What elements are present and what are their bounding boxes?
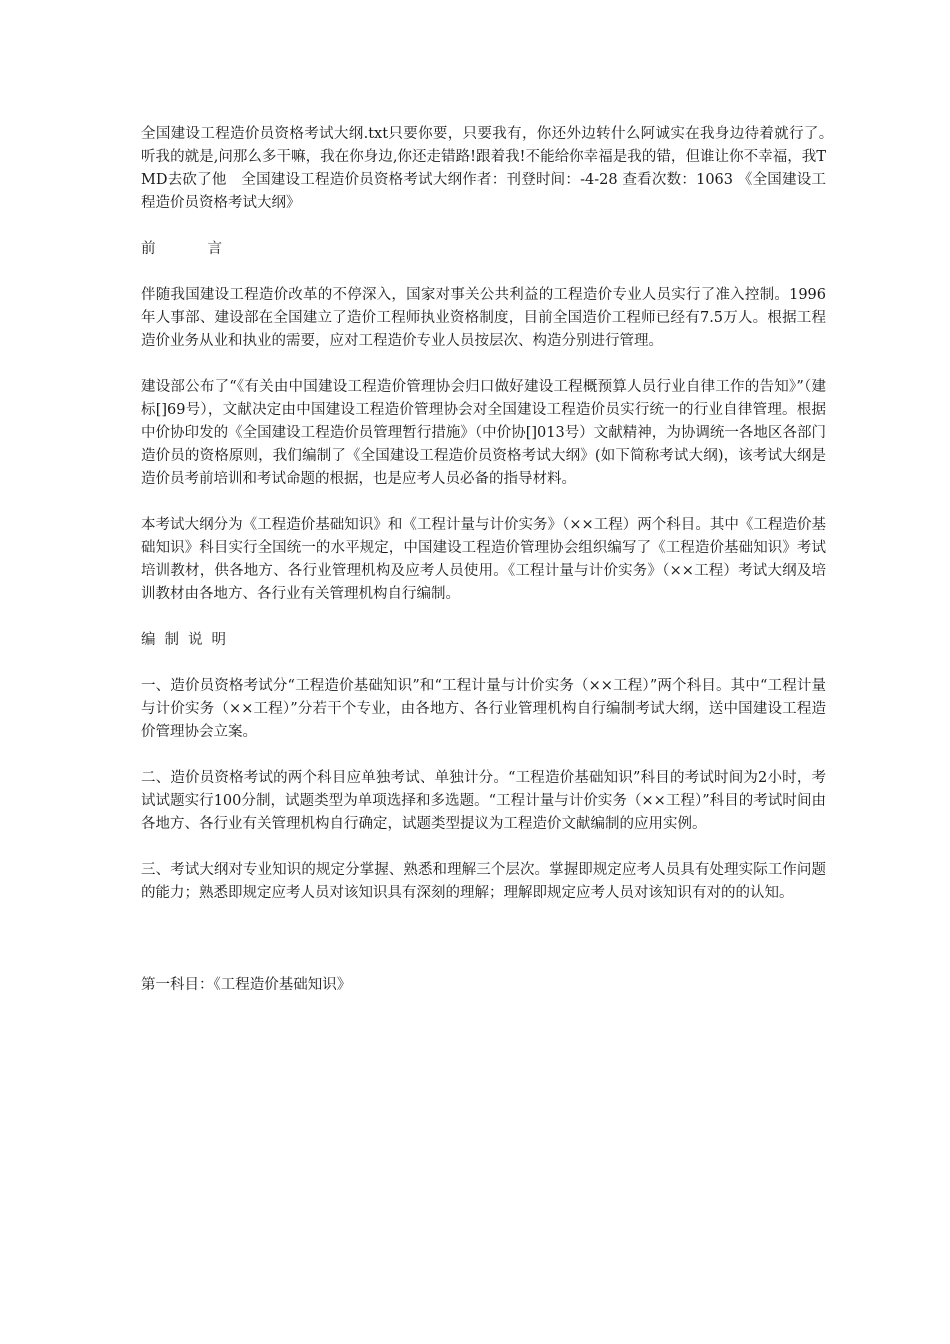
spacer xyxy=(141,215,826,238)
document-page xyxy=(141,123,855,997)
spacer xyxy=(141,491,826,514)
spacer xyxy=(141,744,826,767)
intro-paragraph: 全国建设工程造价员资格考试大纲.txt只要你要，只要我有，你还外边转什么阿诚实在我身边待着就行了。 听我的就是,问那么多干嘛，我在你身边,你还走错路!跟着我!不能给你幸福是我的错，但谁让你不幸福，我TMD去砍了他 全国建设工程造价员资格考试大纲作者：刊登时间：-4-28 查看次数：1063 《全国建设工程造价员资格考试大纲》 xyxy=(141,126,855,211)
notes-paragraph-2: 二、造价员资格考试的两个科目应单独考试、单独计分。“工程造价基础知识”科目的考试时间为2小时，考试试题实行100分制，试题类型为单项选择和多选题。“工程计量与计价实务（××工程）”科目的考试时间由各地方、各行业有关管理机构自行确定，试题类型提议为工程造价文献编制的应用实例。 xyxy=(141,770,826,832)
spacer xyxy=(141,353,826,376)
notes-heading: 编制说明 xyxy=(141,632,235,648)
spacer xyxy=(141,836,826,859)
notes-paragraph-1: 一、造价员资格考试分“工程造价基础知识”和“工程计量与计价实务（××工程）”两个科目。其中“工程计量与计价实务（××工程）”分若干个专业，由各地方、各行业管理机构自行编制考试大纲，送中国建设工程造价管理协会立案。 xyxy=(141,678,826,740)
subject-heading: 第一科目：《工程造价基础知识》 xyxy=(141,977,352,993)
preface-paragraph-2: 建设部公布了“《有关由中国建设工程造价管理协会归口做好建设工程概预算人员行业自律工作的告知》”（建标[]69号），文献决定由中国建设工程造价管理协会对全国建设工程造价员实行统一的行业自律管理。根据中价协印发的《全国建设工程造价员管理暂行措施》（中价协[]013号）文献精神，为协调统一各地区各部门造价员的资格原则，我们编制了《全国建设工程造价员资格考试大纲》(如下简称考试大纲)，该考试大纲是造价员考前培训和考试命题的根据，也是应考人员必备的指导材料。 xyxy=(141,379,826,487)
spacer xyxy=(141,652,826,675)
preface-paragraph-3: 本考试大纲分为《工程造价基础知识》和《工程计量与计价实务》（××工程）两个科目。其中《工程造价基础知识》科目实行全国统一的水平规定，中国建设工程造价管理协会组织编写了《工程造价基础知识》考试培训教材，供各地方、各行业管理机构及应考人员使用。《工程计量与计价实务》（××工程）考试大纲及培训教材由各地方、各行业有关管理机构自行编制。 xyxy=(141,517,826,602)
preface-paragraph-1: 伴随我国建设工程造价改革的不停深入，国家对事关公共利益的工程造价专业人员实行了准入控制。1996年人事部、建设部在全国建立了造价工程师执业资格制度，目前全国造价工程师已经有7.5万人。根据工程造价业务从业和执业的需要，应对工程造价专业人员按层次、构造分别进行管理。 xyxy=(141,287,826,349)
spacer xyxy=(141,261,826,284)
preface-heading: 前言 xyxy=(141,241,274,257)
spacer xyxy=(141,905,826,974)
notes-paragraph-3: 三、考试大纲对专业知识的规定分掌握、熟悉和理解三个层次。掌握即规定应考人员具有处理实际工作问题的能力；熟悉即规定应考人员对该知识具有深刻的理解；理解即规定应考人员对该知识有对的的认知。 xyxy=(141,862,826,901)
spacer xyxy=(141,606,826,629)
